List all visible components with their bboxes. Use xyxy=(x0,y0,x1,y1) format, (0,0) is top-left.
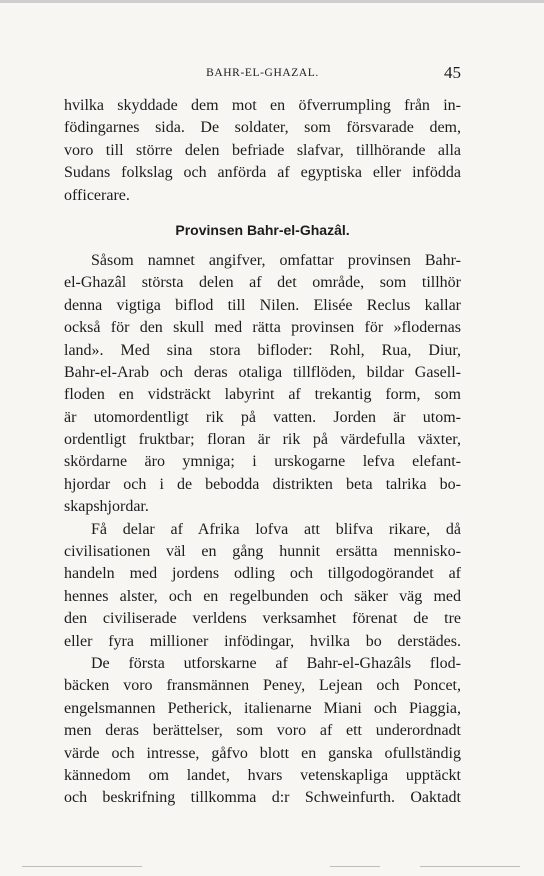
text-line: Få delar af Afrika lofva att blifva rikare, då xyxy=(91,520,461,538)
section-heading: Provinsen Bahr-el-Ghazâl. xyxy=(175,221,350,238)
text-line: också för den skull med rätta provinsen för »flodernas xyxy=(64,319,461,337)
text-line: hjordar och i de bebodda distrikten beta talrika bo- xyxy=(64,475,461,493)
text-line: voro till större delen befriade slafvar, tillhörande alla xyxy=(64,141,461,159)
text-line: bäcken voro fransmännen Peney, Lejean och Poncet, xyxy=(64,677,461,695)
text-line: el-Ghazâl största delen af det område, som tillhör xyxy=(64,274,461,292)
text-line: skapshjordar. xyxy=(64,498,149,516)
text-line: handeln med jordens odling och tillgodogörandet af xyxy=(64,565,461,583)
paragraph-2 xyxy=(64,519,461,653)
text-line: Sudans folkslag och anförda af egyptiska eller infödda xyxy=(64,164,461,182)
text-line: värde och intresse, gåfvo blott en ganska ofullständig xyxy=(64,744,461,762)
text-line: Bahr-el-Arab och deras otaliga tillflöden, bildar Gasell- xyxy=(64,363,461,381)
paragraph-1 xyxy=(64,250,461,519)
text-line: engelsmannen Petherick, italienarne Miani och Piaggia, xyxy=(64,699,461,717)
edge-mark xyxy=(330,866,380,867)
text-line: den civiliserade verldens verksamhet förenat de tre xyxy=(64,610,461,628)
text-line: skördarne äro ymniga; i urskogarne lefva elefant- xyxy=(64,453,461,471)
text-line: De första utforskarne af Bahr-el-Ghazâls flod- xyxy=(91,654,461,672)
text-line: kännedom om landet, hvars vetenskapliga upptäckt xyxy=(64,766,461,784)
edge-mark xyxy=(420,866,520,867)
text-line: Såsom namnet angifver, omfattar provinsen Bahr- xyxy=(91,251,461,269)
running-head: BAHR-EL-GHAZAL. xyxy=(206,67,319,79)
text-line: denna vigtiga biflod till Nilen. Elisée Reclus kallar xyxy=(64,296,461,314)
text-line: ordentligt fruktbar; floran är rik på värdefulla växter, xyxy=(64,431,461,449)
page-number: 45 xyxy=(444,63,461,82)
paragraph-3 xyxy=(64,653,461,810)
text-line: hvilka skyddade dem mot en öfverrumpling från in- xyxy=(64,97,461,114)
text-line: land». Med sina stora bifloder: Rohl, Rua, Diur, xyxy=(64,341,461,359)
edge-mark xyxy=(22,866,142,867)
body-text xyxy=(64,95,461,810)
text-line: civilisationen väl en gång hunnit ersätta mennisko- xyxy=(64,543,461,561)
text-line: hennes alster, och en regelbunden och säker väg med xyxy=(64,587,461,605)
page-header xyxy=(64,63,461,86)
text-line: och beskrifning tillkomma d:r Schweinfurth. Oaktadt xyxy=(64,789,461,807)
intro-paragraph xyxy=(64,95,461,207)
text-line: födingarnes sida. De soldater, som försvarade dem, xyxy=(64,119,461,137)
text-line: men deras berättelser, som voro af ett underordnadt xyxy=(64,722,461,740)
text-line: floden en vidsträckt labyrint af trekantig form, som xyxy=(64,386,461,404)
bottom-edge-marks xyxy=(0,866,544,870)
text-line: är utomordentligt rik på vatten. Jorden är utom- xyxy=(64,408,461,426)
top-edge-rule xyxy=(0,0,544,3)
text-line: eller fyra millioner infödingar, hvilka bo derstädes. xyxy=(64,632,461,650)
text-line: officerare. xyxy=(64,186,130,204)
